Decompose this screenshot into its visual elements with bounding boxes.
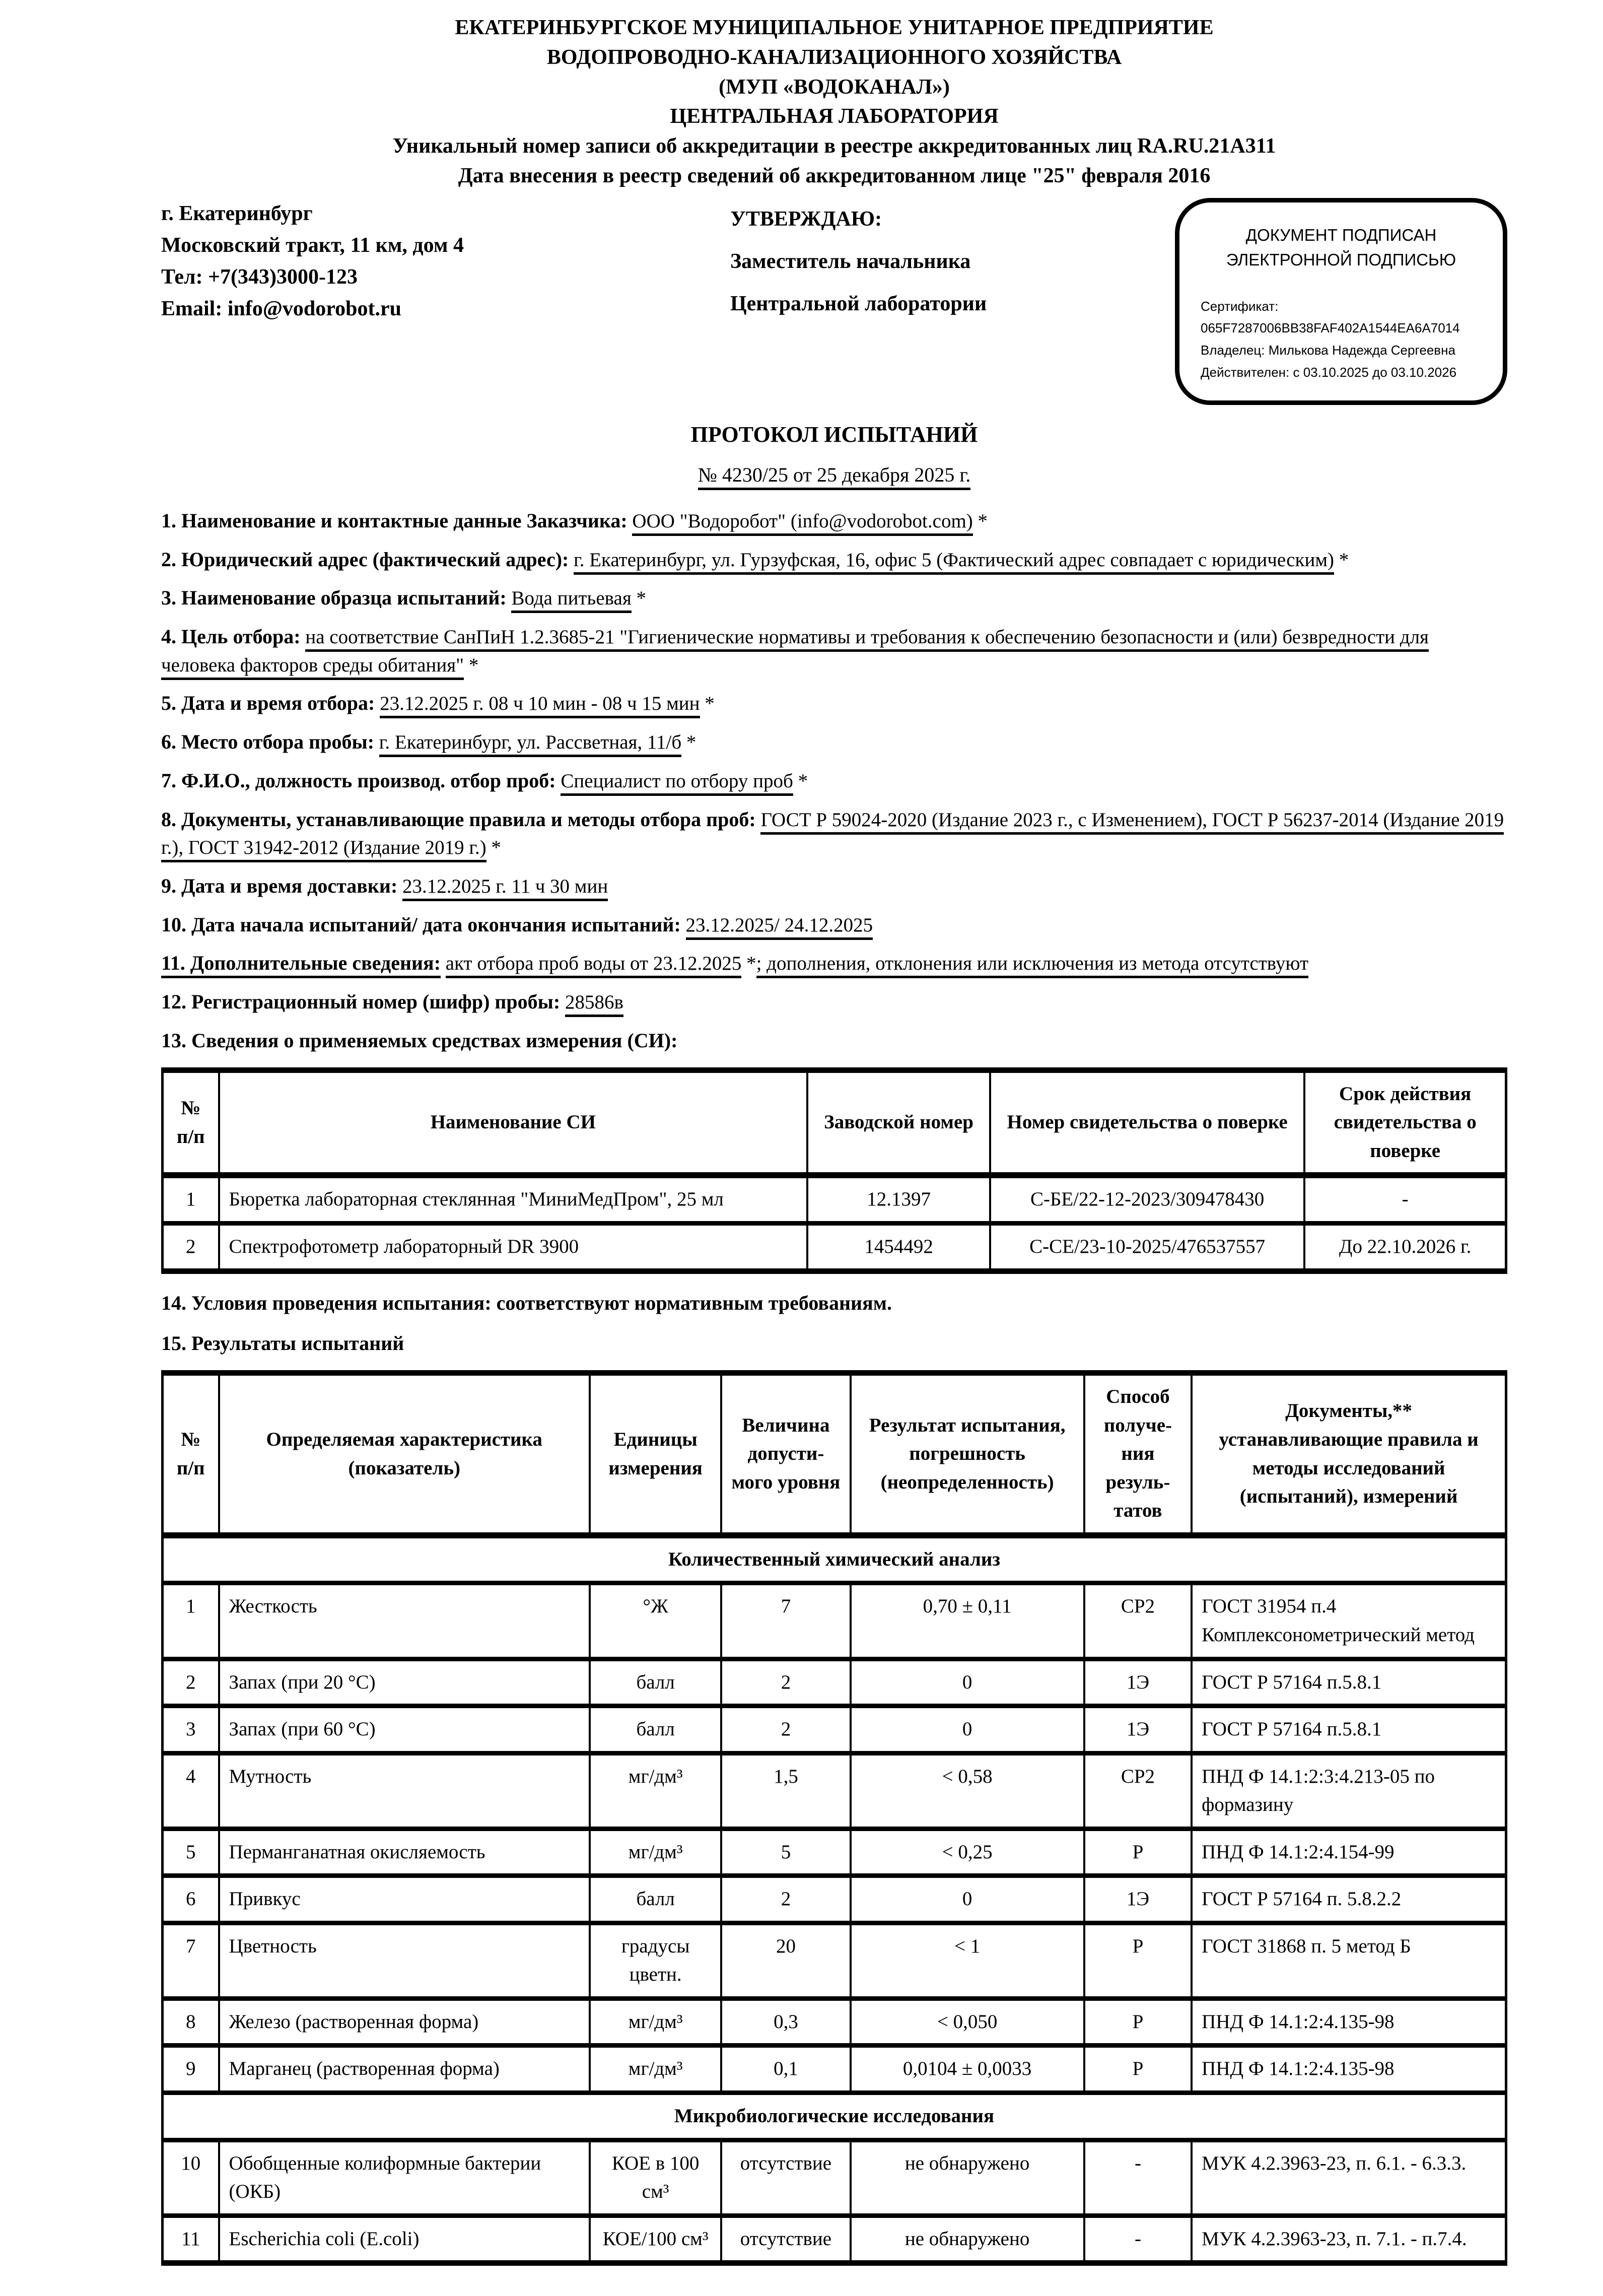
item-9-label: 9. Дата и время доставки: <box>161 874 398 897</box>
si-row-2-certificate: С-СЕ/23-10-2025/476537557 <box>990 1224 1304 1271</box>
electronic-signature-stamp <box>1175 198 1507 406</box>
row-1-result: 0,70 ± 0,11 <box>851 1583 1084 1659</box>
row-1-characteristic: Жесткость <box>219 1583 590 1659</box>
stamp-title <box>1201 223 1482 273</box>
row-1-limit: 7 <box>721 1583 850 1659</box>
results-header-limit: Величина допусти-мого уровня <box>721 1373 850 1535</box>
row-11-docs: МУК 4.2.3963-23, п. 7.1. - п.7.4. <box>1192 2215 1506 2263</box>
results-header-method-code: Способ получе-ния резуль-татов <box>1084 1373 1192 1535</box>
item-10-label: 10. Дата начала испытаний/ дата окончания испытаний: <box>161 913 681 936</box>
si-header-num: № п/п <box>163 1070 219 1175</box>
table-row <box>163 1753 1506 1829</box>
si-header-serial: Заводской номер <box>807 1070 990 1175</box>
results-header-docs: Документы,** устанавливающие правила и методы исследований (испытаний), измерений <box>1192 1373 1506 1535</box>
row-9-characteristic: Марганец (растворенная форма) <box>219 2046 590 2093</box>
numbered-item-1 <box>161 507 1507 535</box>
row-4-method-code: СР2 <box>1084 1753 1192 1829</box>
numbered-item-11 <box>161 949 1507 978</box>
row-6-num: 6 <box>163 1876 219 1923</box>
org-name-line-1: ЕКАТЕРИНБУРГСКОЕ МУНИЦИПАЛЬНОЕ УНИТАРНОЕ ПРЕДПРИЯТИЕ <box>455 16 1214 39</box>
si-row-2-serial: 1454492 <box>807 1224 990 1271</box>
row-6-unit: балл <box>590 1876 721 1923</box>
item-5-suffix: * <box>700 693 715 715</box>
row-11-result: не обнаружено <box>851 2215 1084 2263</box>
row-11-num: 11 <box>163 2215 219 2263</box>
item-12-value: 28586в <box>565 991 623 1017</box>
si-row-1-num: 1 <box>163 1175 219 1223</box>
row-3-result: 0 <box>851 1706 1084 1753</box>
item-2-suffix: * <box>1334 549 1349 571</box>
row-11-limit: отсутствие <box>721 2215 850 2263</box>
row-8-limit: 0,3 <box>721 1998 850 2046</box>
top-info-row <box>161 198 1507 406</box>
si-row-2-validity: До 22.10.2026 г. <box>1304 1224 1506 1271</box>
results-section-label: 15. Результаты испытаний <box>161 1332 404 1355</box>
row-10-num: 10 <box>163 2140 219 2215</box>
stamp-validity: Действителен: с 03.10.2025 до 03.10.2026 <box>1201 364 1457 380</box>
row-6-method-code: 1Э <box>1084 1876 1192 1923</box>
results-header-result: Результат испытания, погрешность (неопределенность) <box>851 1373 1084 1535</box>
row-5-characteristic: Перманганатная окисляемость <box>219 1829 590 1876</box>
results-section-chemical <box>163 1535 1506 1583</box>
row-7-method-code: Р <box>1084 1923 1192 1998</box>
org-name-line-2: ВОДОПРОВОДНО-КАНАЛИЗАЦИОННОГО ХОЗЯЙСТВА <box>546 45 1122 69</box>
item-8-value: ГОСТ Р 59024-2020 (Издание 2023 г., с Изменением), ГОСТ Р 56237-2014 (Издание 2019 г.), ГОСТ 31942-2012 (Издание 2019 г.) <box>161 809 1504 863</box>
row-8-unit: мг/дм³ <box>590 1998 721 2046</box>
row-10-docs: МУК 4.2.3963-23, п. 6.1. - 6.3.3. <box>1192 2140 1506 2215</box>
si-section-label: 13. Сведения о применяемых средствах измерения (СИ): <box>161 1029 678 1052</box>
approval-position-line-2: Центральной лаборатории <box>730 292 987 315</box>
row-5-docs: ПНД Ф 14.1:2:4.154-99 <box>1192 1829 1506 1876</box>
row-1-docs: ГОСТ 31954 п.4 Комплексонометрический метод <box>1192 1583 1506 1659</box>
row-1-unit: °Ж <box>590 1583 721 1659</box>
row-4-num: 4 <box>163 1753 219 1829</box>
row-9-result: 0,0104 ± 0,0033 <box>851 2046 1084 2093</box>
numbered-item-12 <box>161 988 1507 1017</box>
row-2-docs: ГОСТ Р 57164 п.5.8.1 <box>1192 1659 1506 1706</box>
results-section-microbiology-title: Микробиологические исследования <box>163 2093 1506 2140</box>
table-row <box>163 1876 1506 1923</box>
numbered-item-10 <box>161 911 1507 939</box>
item-6-label: 6. Место отбора пробы: <box>161 730 375 754</box>
item-2-label: 2. Юридический адрес (фактический адрес): <box>161 548 569 571</box>
si-row-1-serial: 12.1397 <box>807 1175 990 1223</box>
row-11-unit: КОЕ/100 см³ <box>590 2215 721 2263</box>
row-3-num: 3 <box>163 1706 219 1753</box>
numbered-item-4 <box>161 623 1507 679</box>
accreditation-number-line: Уникальный номер записи об аккредитации в реестре аккредитованных лиц RA.RU.21A311 <box>392 134 1276 158</box>
item-3-suffix: * <box>631 587 647 610</box>
table-row <box>163 2215 1506 2263</box>
row-5-num: 5 <box>163 1829 219 1876</box>
numbered-item-2 <box>161 546 1507 574</box>
si-row-2-name: Спектрофотометр лабораторный DR 3900 <box>219 1224 808 1271</box>
si-header-name: Наименование СИ <box>219 1070 808 1175</box>
page-title: ПРОТОКОЛ ИСПЫТАНИЙ <box>690 422 978 447</box>
table-row <box>163 1175 1506 1223</box>
row-7-result: < 1 <box>851 1923 1084 1998</box>
results-header-num: № п/п <box>163 1373 219 1535</box>
item-1-suffix: * <box>972 510 988 532</box>
row-6-docs: ГОСТ Р 57164 п. 5.8.2.2 <box>1192 1876 1506 1923</box>
contact-phone: Тел: +7(343)3000-123 <box>161 265 358 289</box>
row-9-unit: мг/дм³ <box>590 2046 721 2093</box>
row-2-result: 0 <box>851 1659 1084 1706</box>
contact-city: г. Екатеринбург <box>161 201 313 225</box>
si-row-1-validity: - <box>1304 1175 1506 1223</box>
numbered-item-3 <box>161 584 1507 613</box>
item-7-value: Специалист по отбору проб <box>561 770 793 796</box>
row-8-result: < 0,050 <box>851 1998 1084 2046</box>
item-12-label: 12. Регистрационный номер (шифр) пробы: <box>161 990 561 1014</box>
results-table <box>161 1370 1507 2266</box>
row-8-characteristic: Железо (растворенная форма) <box>219 1998 590 2046</box>
item-8-suffix: * <box>486 837 502 859</box>
stamp-details <box>1201 296 1482 384</box>
results-section-chemical-title: Количественный химический анализ <box>163 1535 1506 1583</box>
item-4-value: на соответствие СанПиН 1.2.3685-21 "Гигиенические нормативы и требования к обеспечению безопасности и (или) безвредности для человека факторов среды обитания" <box>161 626 1429 680</box>
stamp-certificate: Сертификат: 065F7287006BB38FAF402A1544EA6A7014 <box>1201 298 1460 336</box>
row-2-num: 2 <box>163 1659 219 1706</box>
row-9-limit: 0,1 <box>721 2046 850 2093</box>
table-row <box>163 1224 1506 1271</box>
approval-title: УТВЕРЖДАЮ: <box>730 207 882 231</box>
item-5-value: 23.12.2025 г. 08 ч 10 мин - 08 ч 15 мин <box>380 693 700 718</box>
item-8-label: 8. Документы, устанавливающие правила и методы отбора проб: <box>161 807 756 831</box>
si-header-certificate: Номер свидетельства о поверке <box>990 1070 1304 1175</box>
row-8-docs: ПНД Ф 14.1:2:4.135-98 <box>1192 1998 1506 2046</box>
si-row-1-certificate: С-БЕ/22-12-2023/309478430 <box>990 1175 1304 1223</box>
row-6-result: 0 <box>851 1876 1084 1923</box>
numbered-item-7 <box>161 767 1507 795</box>
table-row <box>163 2140 1506 2215</box>
row-10-limit: отсутствие <box>721 2140 850 2215</box>
row-3-docs: ГОСТ Р 57164 п.5.8.1 <box>1192 1706 1506 1753</box>
results-table-header-row <box>163 1373 1506 1535</box>
row-3-characteristic: Запах (при 60 °С) <box>219 1706 590 1753</box>
row-10-result: не обнаружено <box>851 2140 1084 2215</box>
item-7-label: 7. Ф.И.О., должность производ. отбор проб: <box>161 769 556 792</box>
stamp-owner: Владелец: Милькова Надежда Сергеевна <box>1201 343 1455 358</box>
stamp-title-line-1: ДОКУМЕНТ ПОДПИСАН <box>1245 225 1437 244</box>
org-header <box>161 13 1507 191</box>
row-10-unit: КОЕ в 100 см³ <box>590 2140 721 2215</box>
lab-contacts-block <box>161 198 730 325</box>
row-4-result: < 0,58 <box>851 1753 1084 1829</box>
conditions-line: 14. Условия проведения испытания: соответствуют нормативным требованиям. <box>161 1291 892 1314</box>
table-row <box>163 1923 1506 1998</box>
row-9-num: 9 <box>163 2046 219 2093</box>
numbered-item-9 <box>161 872 1507 901</box>
row-2-characteristic: Запах (при 20 °С) <box>219 1659 590 1706</box>
table-row <box>163 1829 1506 1876</box>
org-name-line-3: (МУП «ВОДОКАНАЛ») <box>719 75 950 99</box>
row-6-limit: 2 <box>721 1876 850 1923</box>
row-3-method-code: 1Э <box>1084 1706 1192 1753</box>
item-2-value: г. Екатеринбург, ул. Гурзуфская, 16, офис 5 (Фактический адрес совпадает с юридическим) <box>574 549 1334 575</box>
row-1-num: 1 <box>163 1583 219 1659</box>
row-3-unit: балл <box>590 1706 721 1753</box>
row-10-method-code: - <box>1084 2140 1192 2215</box>
row-5-unit: мг/дм³ <box>590 1829 721 1876</box>
si-table-header-row <box>163 1070 1506 1175</box>
approval-position-line-1: Заместитель начальника <box>730 249 971 273</box>
table-row <box>163 1583 1506 1659</box>
contact-address: Московский тракт, 11 км, дом 4 <box>161 233 464 257</box>
row-2-method-code: 1Э <box>1084 1659 1192 1706</box>
item-1-label: 1. Наименование и контактные данные Заказчика: <box>161 509 628 532</box>
item-10-value: 23.12.2025/ 24.12.2025 <box>686 914 873 940</box>
row-2-unit: балл <box>590 1659 721 1706</box>
numbered-item-8 <box>161 805 1507 862</box>
item-11-label: 11. Дополнительные сведения: <box>161 952 441 978</box>
row-4-docs: ПНД Ф 14.1:2:3:4.213-05 по формазину <box>1192 1753 1506 1829</box>
row-5-method-code: Р <box>1084 1829 1192 1876</box>
item-6-value: г. Екатеринбург, ул. Рассветная, 11/б <box>379 731 681 757</box>
table-row <box>163 2046 1506 2093</box>
table-row <box>163 1706 1506 1753</box>
si-header-validity: Срок действия свидетельства о поверке <box>1304 1070 1506 1175</box>
item-1-value: ООО "Водоробот" (info@vodorobot.com) <box>632 510 972 536</box>
item-4-label: 4. Цель отбора: <box>161 625 301 648</box>
results-section-microbiology <box>163 2093 1506 2140</box>
protocol-number-line <box>161 461 1507 490</box>
results-header-units: Единицы измерения <box>590 1373 721 1535</box>
item-9-value: 23.12.2025 г. 11 ч 30 мин <box>402 875 608 901</box>
results-header-characteristic: Определяемая характеристика (показатель) <box>219 1373 590 1535</box>
item-5-label: 5. Дата и время отбора: <box>161 692 375 715</box>
org-lab-line: ЦЕНТРАЛЬНАЯ ЛАБОРАТОРИЯ <box>670 105 999 128</box>
row-4-limit: 1,5 <box>721 1753 850 1829</box>
item-7-suffix: * <box>793 770 808 792</box>
contact-email: Email: info@vodorobot.ru <box>161 297 401 320</box>
numbered-item-5 <box>161 689 1507 718</box>
row-5-limit: 5 <box>721 1829 850 1876</box>
row-8-method-code: Р <box>1084 1998 1192 2046</box>
item-11-value-1: акт отбора проб воды от 23.12.2025 <box>446 953 742 978</box>
row-7-characteristic: Цветность <box>219 1923 590 1998</box>
row-6-characteristic: Привкус <box>219 1876 590 1923</box>
row-1-method-code: СР2 <box>1084 1583 1192 1659</box>
table-row <box>163 1659 1506 1706</box>
item-4-suffix: * <box>464 654 479 676</box>
row-9-method-code: Р <box>1084 2046 1192 2093</box>
row-11-method-code: - <box>1084 2215 1192 2263</box>
row-11-characteristic: Escherichia coli (E.coli) <box>219 2215 590 2263</box>
row-7-docs: ГОСТ 31868 п. 5 метод Б <box>1192 1923 1506 1998</box>
protocol-number-value: № 4230/25 от 25 декабря 2025 г. <box>698 463 971 490</box>
accreditation-date-line: Дата внесения в реестр сведений об аккредитованном лице "25" февраля 2016 <box>458 164 1211 187</box>
si-row-1-name: Бюретка лабораторная стеклянная "МиниМедПром", 25 мл <box>219 1175 808 1223</box>
row-8-num: 8 <box>163 1998 219 2046</box>
row-10-characteristic: Обобщенные колиформные бактерии (ОКБ) <box>219 2140 590 2215</box>
table-row <box>163 1998 1506 2046</box>
approval-block <box>730 198 1078 325</box>
si-table <box>161 1067 1507 1274</box>
row-2-limit: 2 <box>721 1659 850 1706</box>
item-11-asterisk: * <box>741 953 756 975</box>
numbered-item-6 <box>161 728 1507 757</box>
si-row-2-num: 2 <box>163 1224 219 1271</box>
row-4-unit: мг/дм³ <box>590 1753 721 1829</box>
item-11-value-2: ; дополнения, отклонения или исключения из метода отсутствуют <box>756 953 1308 978</box>
item-3-value: Вода питьевая <box>511 587 631 613</box>
row-7-num: 7 <box>163 1923 219 1998</box>
row-9-docs: ПНД Ф 14.1:2:4.135-98 <box>1192 2046 1506 2093</box>
item-6-suffix: * <box>681 731 696 754</box>
stamp-title-line-2: ЭЛЕКТРОННОЙ ПОДПИСЬЮ <box>1226 250 1456 269</box>
row-7-limit: 20 <box>721 1923 850 1998</box>
row-3-limit: 2 <box>721 1706 850 1753</box>
row-4-characteristic: Мутность <box>219 1753 590 1829</box>
item-3-label: 3. Наименование образца испытаний: <box>161 586 507 610</box>
row-5-result: < 0,25 <box>851 1829 1084 1876</box>
row-7-unit: градусы цветн. <box>590 1923 721 1998</box>
